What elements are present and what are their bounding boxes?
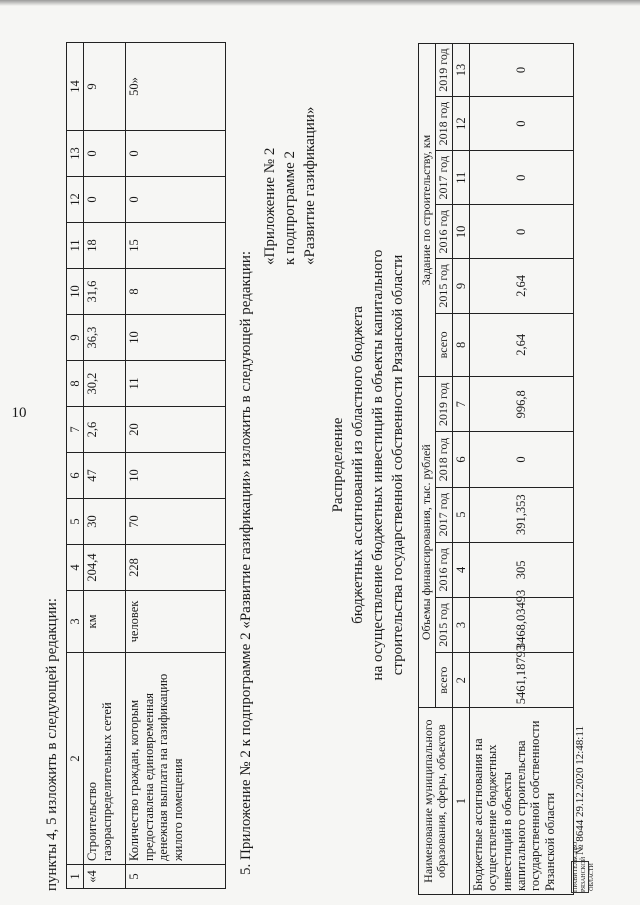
table-cell: 0	[84, 131, 126, 177]
table-cell: 18	[84, 223, 126, 269]
table-cell: 14	[67, 43, 84, 131]
table-cell: 1	[452, 708, 469, 895]
table-cell: 6	[452, 432, 469, 487]
task-value-cell: 0	[469, 151, 573, 205]
table-cell: 8	[67, 361, 84, 407]
table-cell: 2	[67, 653, 84, 865]
table-header-row	[419, 44, 436, 895]
table-cell: 30	[84, 499, 126, 545]
table-cell: 70	[126, 499, 226, 545]
page-number: 10	[11, 405, 27, 421]
funding-value-cell: 391,353	[469, 487, 573, 542]
table-cell: 12	[452, 97, 469, 151]
task-value-cell: 2,64	[469, 259, 573, 313]
appendix-line-1: «Приложение № 2	[262, 147, 278, 265]
table-row	[126, 43, 226, 889]
table-cell: «4	[84, 865, 126, 889]
funding-value-cell: 996,8	[469, 377, 573, 432]
table-cell: 30,2	[84, 361, 126, 407]
column-header-year: 2018 год	[435, 432, 452, 487]
column-number-row	[452, 44, 469, 895]
appendix-line-2: к подпрограмме 2	[282, 151, 298, 265]
table-cell: 5	[452, 487, 469, 542]
table-cell: 3	[452, 597, 469, 652]
table-cell: 3	[67, 591, 84, 653]
table-row	[469, 44, 573, 895]
task-header: Задание по строительству, км	[419, 44, 436, 377]
column-header-year: 2017 год	[435, 487, 452, 542]
column-header-year: 2015 год	[435, 259, 452, 313]
table-cell: 20	[126, 407, 226, 453]
table-cell: 8	[452, 313, 469, 377]
table-cell: 2,6	[84, 407, 126, 453]
table-cell: 13	[67, 131, 84, 177]
table-cell: 10	[126, 453, 226, 499]
table-cell: 0	[126, 131, 226, 177]
table-cell: 10	[67, 269, 84, 315]
table-cell: 2	[452, 653, 469, 708]
table-cell: 12	[67, 177, 84, 223]
task-value-cell: 0	[469, 97, 573, 151]
title-line-3: на осуществление бюджетных инвестиций в объекты капитального	[370, 249, 386, 681]
section-5-text: 5. Приложение № 2 к подпрограмме 2 «Развитие газификации» изложить в следующей редакции:	[238, 250, 254, 875]
column-header-year: 2016 год	[435, 542, 452, 597]
table-cell: 4	[67, 545, 84, 591]
row-name-cell: Бюджетные ассигнования на осуществление бюджетных инвестиций в объекты капитального строительства государственной собственности Рязанской области	[469, 708, 573, 895]
table-cell: 10	[126, 315, 226, 361]
table-cell: 8	[126, 269, 226, 315]
table-cell: 9	[452, 259, 469, 313]
funding-value-cell: 305	[469, 542, 573, 597]
table-cell: 0	[126, 177, 226, 223]
table-budget-allocation	[418, 43, 574, 895]
registration-stamp: ПРАВИТЕЛЬСТВО РЯЗАНСКОЙ ОБЛАСТИ	[573, 841, 595, 892]
column-header-total: всего	[435, 313, 452, 377]
table-cell: 9	[84, 43, 126, 131]
intro-text: пункты 4, 5 изложить в следующей редакции:	[44, 598, 60, 891]
title-line-4: строительства государственной собственности Рязанской области	[390, 254, 406, 676]
task-value-cell: 0	[469, 44, 573, 97]
table-cell: Строительство газораспределительных сетей	[84, 653, 126, 865]
scan-top-edge	[0, 0, 640, 6]
column-header-year: 2019 год	[435, 44, 452, 97]
table-cell: Количество граждан, которым предоставлена единовременная денежная выплата на газификацию жилого помещения	[126, 653, 226, 865]
column-header-year: 2015 год	[435, 597, 452, 652]
task-total-cell: 2,64	[469, 313, 573, 377]
title-line-2: бюджетных ассигнований из областного бюджета	[350, 306, 366, 624]
funding-value-cell: 3468,03493	[469, 597, 573, 652]
table-cell: 13	[452, 44, 469, 97]
table-cell: 5	[126, 865, 226, 889]
table-cell: 36,3	[84, 315, 126, 361]
table-cell: 7	[452, 377, 469, 432]
column-header-year: 2016 год	[435, 205, 452, 259]
table-cell: человек	[126, 591, 226, 653]
table-cell: 11	[452, 151, 469, 205]
table-cell: 9	[67, 315, 84, 361]
table-cell: 47	[84, 453, 126, 499]
table-cell: 4	[452, 542, 469, 597]
table-cell: 11	[126, 361, 226, 407]
table-cell: 0	[84, 177, 126, 223]
column-header-year: 2017 год	[435, 151, 452, 205]
funding-total-cell: 5461,18793	[469, 653, 573, 708]
table-cell: 6	[67, 453, 84, 499]
table-cell: 50»	[126, 43, 226, 131]
task-value-cell: 0	[469, 205, 573, 259]
table-cell: км	[84, 591, 126, 653]
table-cell: 31,6	[84, 269, 126, 315]
table-cell: 7	[67, 407, 84, 453]
table-cell: 228	[126, 545, 226, 591]
table-cell: 10	[452, 205, 469, 259]
registration-text: № 8644 29.12.2020 12:48:11	[574, 726, 586, 855]
table-cell: 1	[67, 865, 84, 889]
column-header-name: Наименование муниципального образования, сферы, объектов	[419, 708, 453, 895]
document-footer	[568, 25, 596, 905]
table-cell: 204,4	[84, 545, 126, 591]
table-row	[84, 43, 126, 889]
table-cell: 15	[126, 223, 226, 269]
table-cell: 5	[67, 499, 84, 545]
funding-value-cell: 0	[469, 432, 573, 487]
rotated-page-content	[40, 25, 600, 905]
column-header-total: всего	[435, 653, 452, 708]
funding-header: Объемы финансирования, тыс. рублей	[419, 377, 436, 708]
table-cell: 11	[67, 223, 84, 269]
table-header-row	[67, 43, 84, 889]
table-indicators	[66, 42, 226, 889]
column-header-year: 2019 год	[435, 377, 452, 432]
appendix-line-3: «Развитие газификации»	[302, 106, 318, 265]
column-header-year: 2018 год	[435, 97, 452, 151]
title-line-1: Распределение	[330, 417, 346, 513]
